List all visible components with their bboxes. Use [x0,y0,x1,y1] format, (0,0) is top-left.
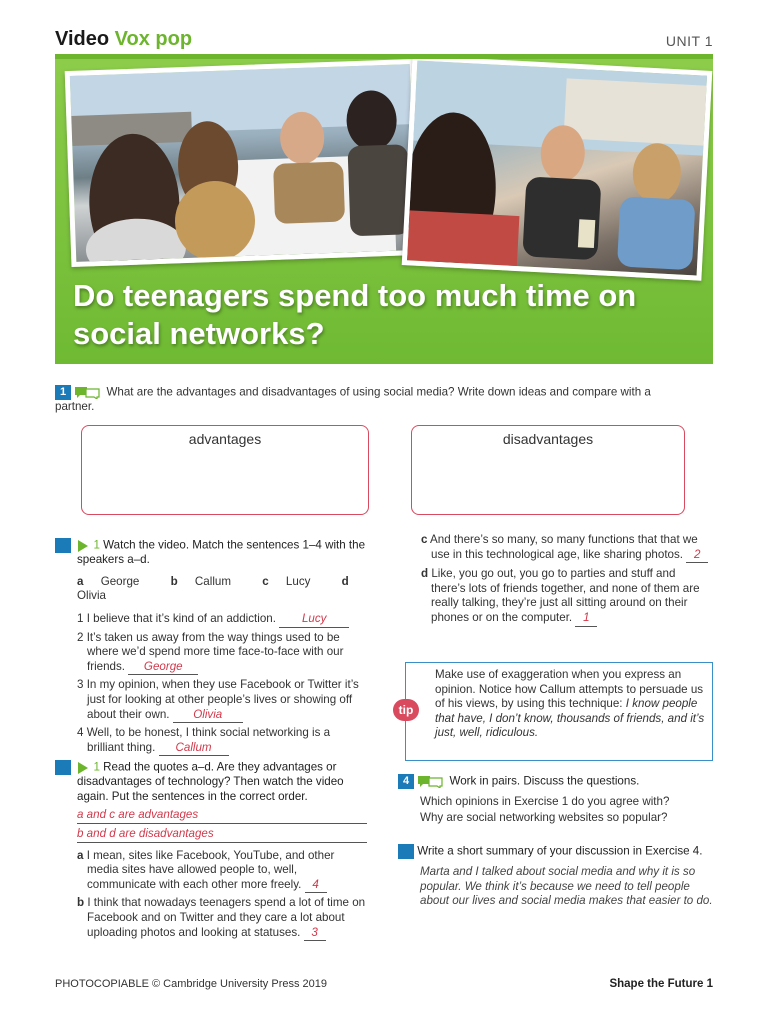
answer-field[interactable]: George [128,660,198,676]
discussion-question: Why are social networking websites so popular? [420,810,668,824]
title-accent: Vox pop [114,28,193,50]
answer-field[interactable]: Lucy [279,612,349,628]
hero-banner [55,59,713,364]
exercise-5-instruction: Write a short summary of your discussion in Exercise 4. [417,844,703,858]
exercise-3-header [48,760,367,804]
answer-line[interactable]: b and d are disadvantages [77,827,367,843]
video-number: 1 [93,538,100,552]
photo-teens-on-phones [65,59,422,267]
exercise-4-number: 4 [398,774,414,789]
quote-item: c And there’s so many, so many functions that that we use in this technological age, like sharing photos. 2 [419,533,713,563]
exercise-3-number: 3 [55,760,71,775]
exercise-4 [398,774,713,825]
discussion-question: Which opinions in Exercise 1 do you agree with? [420,795,670,809]
quote-item: a I mean, sites like Facebook, YouTube, and other media sites have allowed people to, well, communicate with each other more freely. 4 [55,849,367,894]
disadvantages-box[interactable] [411,425,685,515]
exercise-2-instruction: Watch the video. Match the sentences 1–4 with the speakers a–d. [77,538,366,567]
photo-left-illustration [70,64,416,262]
speech-bubbles-icon [74,386,100,399]
tip-text [435,668,705,741]
answer-field[interactable]: 2 [686,548,708,564]
sentence-item: 4 Well, to be honest, I think social networking is a brilliant thing. Callum [55,726,367,756]
model-answer: Marta and I talked about social media and why it is so popular. We think it’s because we need to tell people about our lives and social media makes that easier to do. [420,865,713,908]
exercise-3 [48,760,367,944]
quote-item: b I think that nowadays teenagers spend a lot of time on Facebook and on Twitter and they care a lot about uploading photos and looking at statuses. 3 [55,896,367,941]
advantages-box[interactable] [81,425,369,515]
title-main: Video [55,28,110,50]
exercise-1 [55,385,685,415]
unit-label: UNIT 1 [665,33,713,49]
answer-field[interactable]: 3 [304,926,326,942]
speaker-options [55,575,367,604]
copyright-footer: PHOTOCOPIABLE © Cambridge University Press 2019 [55,978,327,990]
tip-body: Make use of exaggeration when you express an opinion. Notice how Callum attempts to persuade us of his views, by using this technique: [435,668,704,711]
exercise-2 [48,538,367,759]
exercise-2-header [48,538,367,568]
tip-badge: tip [393,699,419,721]
answer-field[interactable]: 1 [575,611,597,627]
hero-title: Do teenagers spend too much time on social networks? [73,278,637,351]
book-title-footer: Shape the Future 1 [609,978,713,990]
speaker-option: b Callum [170,574,231,588]
speaker-option: c Lucy [262,574,311,588]
sentence-item: 2 It’s taken us away from the way things used to be where we’d spend more time face-to-face with our friends. George [55,631,367,676]
exercise-4-instruction: Work in pairs. Discuss the questions. [449,774,640,788]
exercise-3-continued [419,533,713,630]
video-play-icon [78,762,88,774]
sentence-list [55,612,367,756]
answer-line[interactable]: a and c are advantages [77,808,367,824]
disadvantages-title: disadvantages [502,431,594,447]
answer-field[interactable]: Callum [159,741,229,757]
advantages-title: advantages [188,431,262,447]
video-number: 1 [93,760,100,774]
tip-quote: I know people that have, I don’t know, thousands of friends, and it’s just, well, ridiculous. [435,697,705,740]
quote-list [55,849,367,942]
answer-field[interactable]: 4 [305,878,327,894]
exercise-1-number: 1 [55,385,71,400]
exercise-1-instruction: What are the advantages and disadvantages of using social media? Write down ideas and compare with a partner. [55,385,651,414]
photo-friends-laughing [402,59,713,281]
sentence-item: 1 I believe that it’s kind of an addiction. Lucy [55,612,367,628]
exercise-5-header [391,844,713,859]
page-title [55,28,192,51]
exercise-2-number: 2 [55,538,71,553]
answer-lines [55,808,367,842]
quote-item: d Like, you go out, you go to parties and stuff and there’s lots of friends together, and none of them are really talking, they’re just all sitting around on their phones or on the computer. 1 [419,567,713,626]
video-play-icon [78,540,88,552]
exercise-5 [391,844,713,909]
sentence-item: 3 In my opinion, when they use Facebook or Twitter it’s just for looking at other people’s lives or showing off about their own. Olivia [55,678,367,723]
speaker-option: d Olivia [77,574,349,603]
photo-right-illustration [407,61,707,276]
answer-field[interactable]: Olivia [173,708,243,724]
exercise-3-instruction: Read the quotes a–d. Are they advantages or disadvantages of technology? Then watch the video again. Put the sentences in the correct order. [77,760,344,803]
speech-bubbles-icon [417,775,443,788]
speaker-option: a George [77,574,140,588]
exercise-4-header [398,774,713,789]
exercise-5-number: 5 [398,844,414,859]
